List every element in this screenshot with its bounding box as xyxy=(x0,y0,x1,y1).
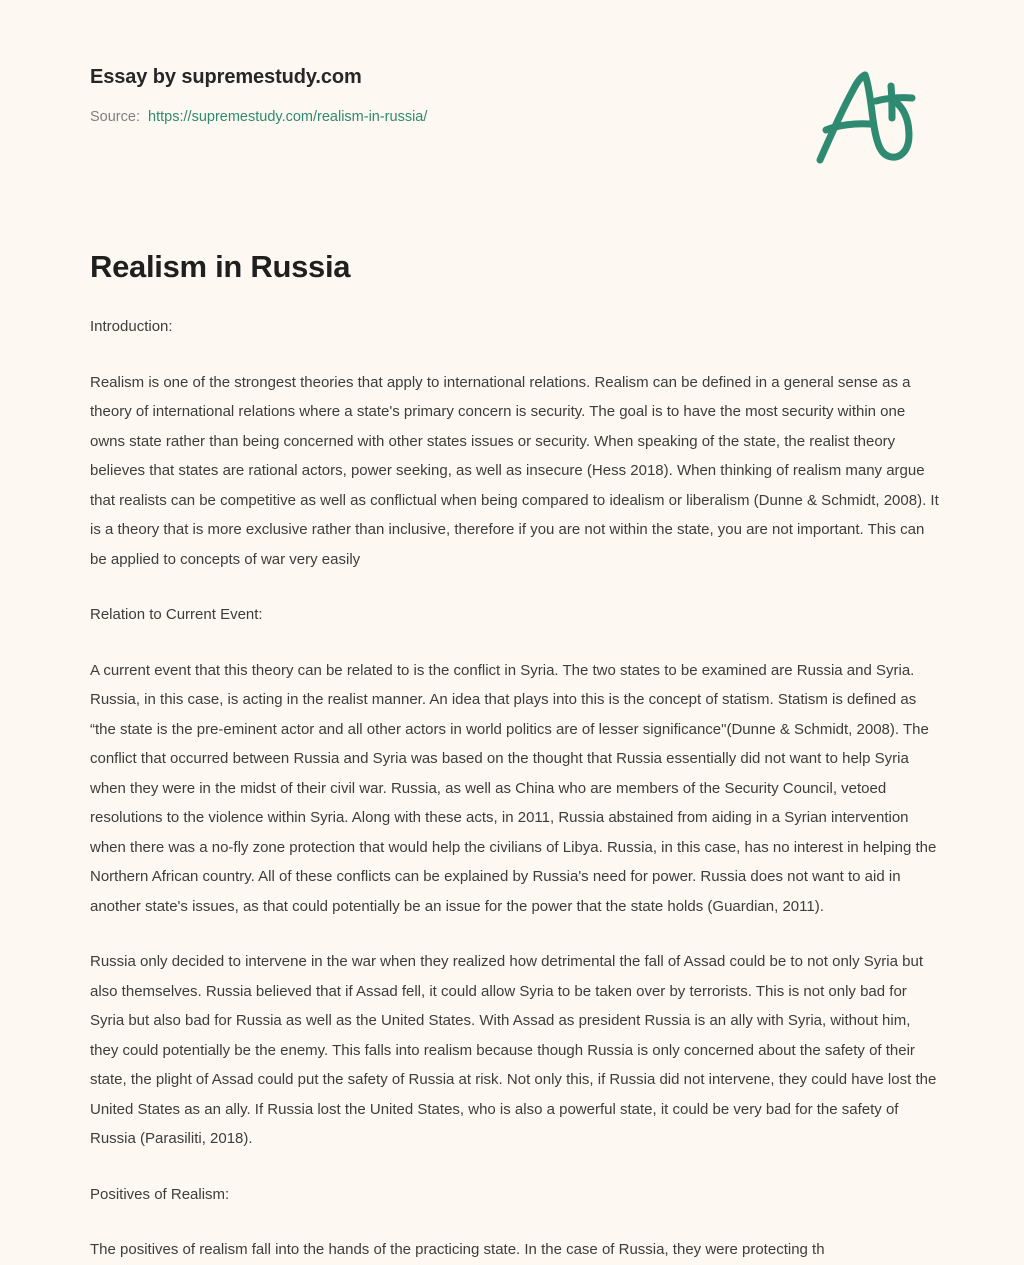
body-paragraph: A current event that this theory can be related to is the conflict in Syria. The two states to be examined are Russia and Syria. Russia, in this case, is acting in the realist manner. An idea that plays into this is the concept of statism. Statism is defined as “the state is the pre-eminent actor and all other actors in world politics are of lesser significance"(Dunne & Schmidt, 2008). The conflict that occurred between Russia and Syria was based on the thought that Russia essentially did not want to help Syria when they were in the midst of their civil war. Russia, as well as China who are members of the Security Council, vetoed resolutions to the violence within Syria. Along with these acts, in 2011, Russia abstained from aiding in a Syrian intervention when there was a no-fly zone protection that would help the civilians of Libya. Russia, in this case, has no interest in helping the Northern African country. All of these conflicts can be explained by Russia's need for power. Russia does not want to aid in another state's issues, as that could potentially be an issue for the power that the state holds (Guardian, 2011). xyxy=(90,661,937,915)
body-paragraph: The positives of realism fall into the hands of the practicing state. In the case of Russia, they were protecting th xyxy=(90,1241,825,1258)
a-plus-logo-icon xyxy=(808,68,920,166)
body-paragraph: Realism is one of the strongest theories that apply to international relations. Realism can be defined in a general sense as a theory of international relations where a state's primary concern is security. The goal is to have the most security within one owns state rather than being concerned with other states issues or security. When speaking of the state, the realist theory believes that states are rational actors, power seeking, as well as insecure (Hess 2018). When thinking of realism many argue that realists can be competitive as well as conflictual when being compared to idealism or liberalism (Dunne & Schmidt, 2008). It is a theory that is more exclusive rather than inclusive, therefore if you are not within the state, you are not important. This can be applied to concepts of war very easily xyxy=(90,373,939,568)
body-paragraph: Russia only decided to intervene in the war when they realized how detrimental the fall of Assad could be to not only Syria but also themselves. Russia believed that if Assad fell, it could allow Syria to be taken over by terrorists. This is not only bad for Syria but also bad for Russia as well as the United States. With Assad as president Russia is an ally with Syria, without him, they could potentially be the enemy. This falls into realism because though Russia is only concerned about the safety of their state, the plight of Assad could put the safety of Russia at risk. Not only this, if Russia did not intervene, they could have lost the United States as an ally. If Russia lost the United States, who is also a powerful state, it could be very bad for the safety of Russia (Parasiliti, 2018). xyxy=(90,953,937,1147)
page-title: Realism in Russia xyxy=(90,249,351,284)
section-heading: Relation to Current Event: xyxy=(90,606,263,623)
source-label: Source: xyxy=(90,109,140,125)
a-plus-logo[interactable] xyxy=(808,68,920,166)
essay-body xyxy=(90,312,942,1265)
source-url-link[interactable]: https://supremestudy.com/realism-in-russia/ xyxy=(148,109,428,125)
section-heading: Positives of Realism: xyxy=(90,1185,230,1203)
section-heading: Introduction: xyxy=(90,318,173,335)
essay-byline: Essay by supremestudy.com xyxy=(90,66,362,88)
